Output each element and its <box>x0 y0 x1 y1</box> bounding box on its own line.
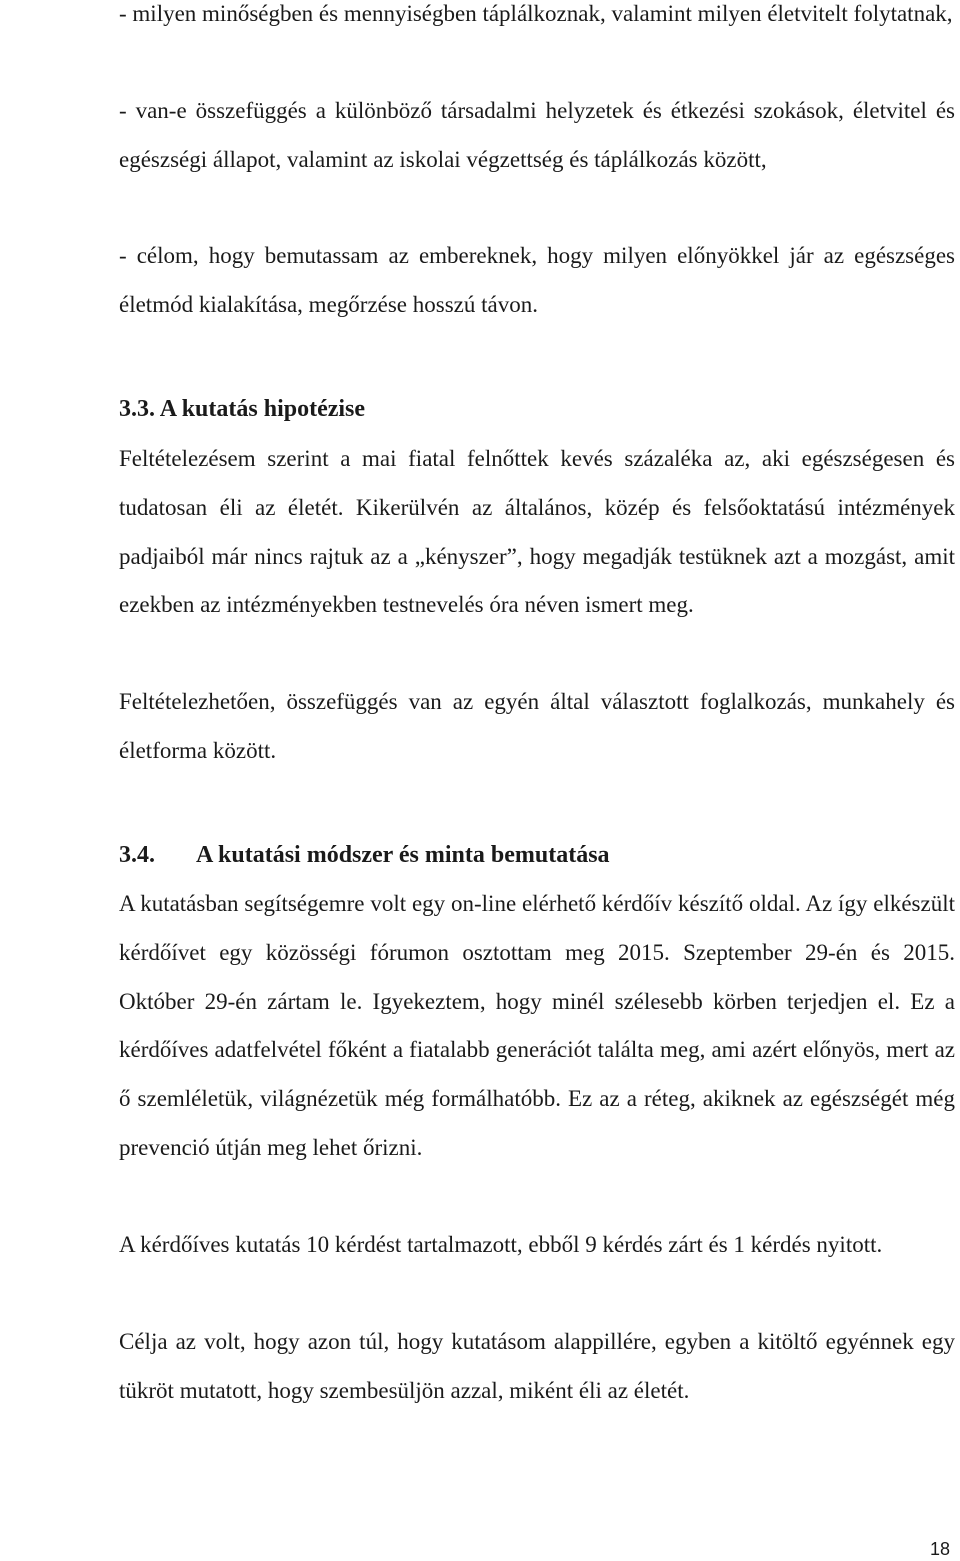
section-number: 3.4. <box>119 842 155 868</box>
method-paragraph-3: Célja az volt, hogy azon túl, hogy kutatásom alappillére, egyben a kitöltő egyénnek egy tükröt mutatott, hogy szembesüljön azzal, miként éli az életét. <box>119 1329 955 1403</box>
section-heading-3-4 <box>119 840 610 870</box>
section-title: A kutatási módszer és minta bemutatása <box>196 842 610 868</box>
intro-item-3: - célom, hogy bemutassam az embereknek, hogy milyen előnyökkel jár az egészséges életmód kialakítása, megőrzése hosszú távon. <box>119 243 955 317</box>
section-heading-3-3 <box>119 394 365 424</box>
method-paragraph-2: A kérdőíves kutatás 10 kérdést tartalmazott, ebből 9 kérdés zárt és 1 kérdés nyitott. <box>119 1232 883 1257</box>
hypothesis-paragraph-2: Feltételezhetően, összefüggés van az egyén által választott foglalkozás, munkahely és életforma között. <box>119 689 955 763</box>
method-paragraph-1: A kutatásban segítségemre volt egy on-line elérhető kérdőív készítő oldal. Az így elkészült kérdőívet egy közösségi fórumon osztottam meg 2015. Szeptember 29-én és 2015. Október 29-én zártam le. Igyekeztem, hogy minél szélesebb körben terjedjen el. Ez a kérdőíves adatfelvétel főként a fiatalabb generációt találta meg, ami azért előnyös, mert az ő szemléletük, világnézetük még formálhatóbb. Ez az a réteg, akiknek az egészségét még prevenció útján meg lehet őrizni. <box>119 891 955 1160</box>
section-number: 3.3. <box>119 396 155 422</box>
hypothesis-paragraph-1: Feltételezésem szerint a mai fiatal felnőttek kevés százaléka az, aki egészségesen és tudatosan éli az életét. Kikerülvén az általános, közép és felsőoktatású intézmények padjaiból már nincs rajtuk az a „kényszer”, hogy megadják testüknek azt a mozgást, amit ezekben az intézményekben testnevelés óra néven ismert meg. <box>119 446 955 618</box>
intro-item-2: - van-e összefüggés a különböző társadalmi helyzetek és étkezési szokások, életvitel és egészségi állapot, valamint az iskolai végzettség és táplálkozás között, <box>119 98 955 172</box>
intro-item-1: - milyen minőségben és mennyiségben táplálkoznak, valamint milyen életvitelt folytatnak, <box>119 1 953 26</box>
section-title: A kutatás hipotézise <box>159 396 366 422</box>
page-number: 18 <box>929 1539 950 1559</box>
